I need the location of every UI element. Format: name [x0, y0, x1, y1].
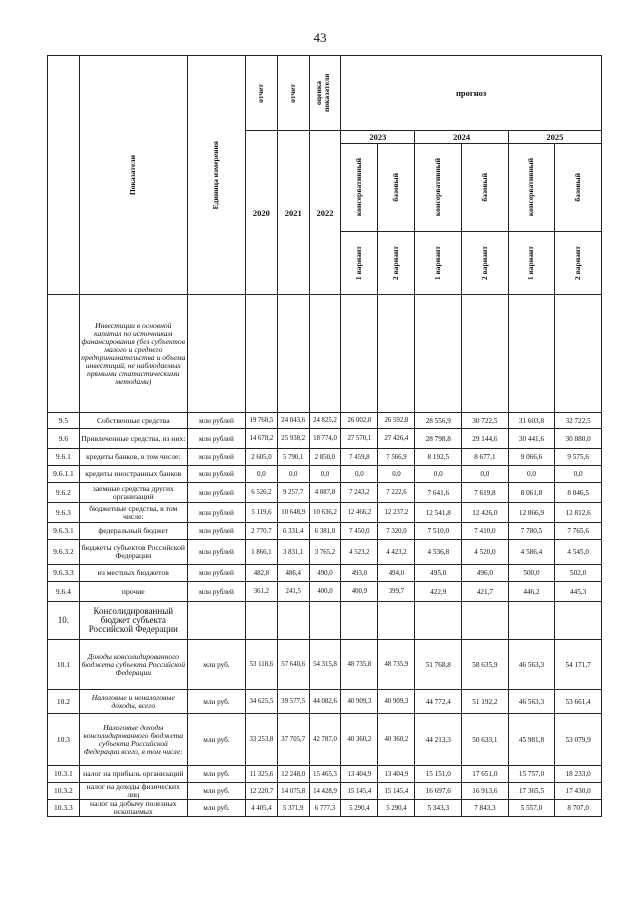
row-value: 48 735,9: [378, 640, 415, 690]
row-value: 500,0: [508, 565, 555, 582]
row-value: 29 144,6: [462, 429, 509, 449]
row-value: 12 426,0: [462, 503, 509, 523]
row-value: 10 648,9: [277, 503, 309, 523]
header-conservative-2023: консервативный: [354, 158, 364, 217]
header-variant1-2025: 1 вариант: [526, 245, 536, 281]
row-code: 10.3: [48, 714, 80, 766]
row-value: 7 222,6: [378, 483, 415, 503]
row-value: 0,0: [309, 466, 341, 483]
row-label: Собственные средства: [79, 413, 187, 429]
row-value: 14 075,8: [277, 783, 309, 800]
header-year-2022: 2022: [309, 131, 341, 295]
row-value: 37 705,7: [277, 714, 309, 766]
table-row: [48, 640, 602, 690]
row-value: 17 365,5: [508, 783, 555, 800]
header-variant1-2024-cell: [415, 232, 462, 295]
row-value: 495,0: [415, 565, 462, 582]
row-value: 7 459,8: [341, 449, 378, 466]
row-value: 2 605,0: [246, 449, 278, 466]
row-value: 7 450,0: [341, 523, 378, 540]
row-value: [246, 602, 278, 640]
header-year-2021: 2021: [277, 131, 309, 295]
row-unit: [187, 602, 245, 640]
row-value: 0,0: [277, 466, 309, 483]
row-value: 7 843,3: [462, 800, 509, 817]
header-conservative-2023-cell: [341, 144, 378, 232]
row-label: Доходы консолидированного бюджета субъекта Российской Федерации: [79, 640, 187, 690]
table-row: [48, 483, 602, 503]
row-value: [555, 602, 602, 640]
header-variant2-2023: 2 вариант: [391, 245, 401, 281]
row-value: 12 237,2: [378, 503, 415, 523]
row-value: 28 556,9: [415, 413, 462, 429]
intro-code-cell: [48, 295, 80, 413]
row-value: 5 371,9: [277, 800, 309, 817]
row-value: 26 002,8: [341, 413, 378, 429]
row-value: 400,9: [341, 582, 378, 602]
header-variant1-2025-cell: [508, 232, 555, 295]
row-value: 40 909,3: [378, 690, 415, 714]
row-value: 46 563,3: [508, 690, 555, 714]
row-value: 2 770,7: [246, 523, 278, 540]
row-value: 0,0: [555, 466, 602, 483]
row-label: бюджеты субъектов Российской Федерации: [79, 540, 187, 565]
row-unit: млн рублей: [187, 466, 245, 483]
row-value: 8 192,5: [415, 449, 462, 466]
header-unit: Единица измерения: [211, 140, 221, 210]
row-value: 241,5: [277, 582, 309, 602]
row-unit: млн рублей: [187, 429, 245, 449]
row-value: 54 315,8: [309, 640, 341, 690]
row-value: 4 536,8: [415, 540, 462, 565]
row-value: 8 046,5: [555, 483, 602, 503]
row-value: 25 938,2: [277, 429, 309, 449]
row-code: 9.6.1: [48, 449, 80, 466]
row-code: 9.6.3: [48, 503, 80, 523]
header-base-2024-cell: [462, 144, 509, 232]
header-variant2-2023-cell: [378, 232, 415, 295]
row-value: 12 812,6: [555, 503, 602, 523]
header-base-2023-cell: [378, 144, 415, 232]
row-value: 53 661,4: [555, 690, 602, 714]
row-value: 30 880,0: [555, 429, 602, 449]
header-report-2020-cell: [246, 56, 278, 131]
row-code: 10.1: [48, 640, 80, 690]
header-conservative-2025-cell: [508, 144, 555, 232]
table-row: [48, 690, 602, 714]
row-unit: млн руб.: [187, 714, 245, 766]
row-label: Налоговые доходы консолидированного бюджета субъекта Российской Федерации всего, в том числе:: [79, 714, 187, 766]
row-value: 493,0: [341, 565, 378, 582]
row-value: 13 404,9: [341, 766, 378, 783]
page-number: 43: [313, 30, 327, 45]
row-value: 4 405,4: [246, 800, 278, 817]
row-value: 12 220,7: [246, 783, 278, 800]
table-row: [48, 766, 602, 783]
row-value: 5 290,4: [341, 800, 378, 817]
row-value: 502,0: [555, 565, 602, 582]
row-value: 7 619,8: [462, 483, 509, 503]
header-year-2024: 2024: [415, 131, 508, 144]
row-value: 30 441,6: [508, 429, 555, 449]
row-label: Привлеченные средства, из них:: [79, 429, 187, 449]
row-value: 57 640,6: [277, 640, 309, 690]
row-code: 9.6.4: [48, 582, 80, 602]
row-value: 10 636,2: [309, 503, 341, 523]
row-label: прочие: [79, 582, 187, 602]
row-code: 10.2: [48, 690, 80, 714]
row-value: 7 641,6: [415, 483, 462, 503]
row-value: 6 331,4: [277, 523, 309, 540]
row-value: [378, 602, 415, 640]
row-value: 6 777,3: [309, 800, 341, 817]
row-value: 4 423,2: [378, 540, 415, 565]
row-code: 10.3.1: [48, 766, 80, 783]
row-label: налог на добычу полезных ископаемых: [79, 800, 187, 817]
row-value: 7 243,2: [341, 483, 378, 503]
row-value: 0,0: [341, 466, 378, 483]
intro-empty-cell: [555, 295, 602, 413]
header-indicators-cell: [79, 56, 187, 295]
intro-empty-cell: [462, 295, 509, 413]
row-value: 0,0: [462, 466, 509, 483]
row-label: кредиты банков, в том числе:: [79, 449, 187, 466]
row-value: 54 171,7: [555, 640, 602, 690]
row-value: 48 735,8: [341, 640, 378, 690]
row-value: 45 981,8: [508, 714, 555, 766]
row-code: 9.5: [48, 413, 80, 429]
row-value: [462, 602, 509, 640]
row-value: 486,4: [277, 565, 309, 582]
table-row: [48, 466, 602, 483]
row-value: 12 248,0: [277, 766, 309, 783]
row-label: Консолидированный бюджет субъекта Российской Федерации: [79, 602, 187, 640]
header-variant2-2024: 2 вариант: [479, 245, 489, 281]
table-row: [48, 582, 602, 602]
row-value: 51 192,2: [462, 690, 509, 714]
row-code: 10.3.3: [48, 800, 80, 817]
row-value: 27 426,4: [378, 429, 415, 449]
row-value: 9 257,7: [277, 483, 309, 503]
row-value: 7 566,9: [378, 449, 415, 466]
row-label: федеральный бюджет: [79, 523, 187, 540]
intro-empty-cell: [341, 295, 378, 413]
row-value: 494,0: [378, 565, 415, 582]
row-value: 16 697,6: [415, 783, 462, 800]
row-unit: млн рублей: [187, 582, 245, 602]
row-value: 14 428,9: [309, 783, 341, 800]
row-unit: млн рублей: [187, 503, 245, 523]
row-value: 1 866,1: [246, 540, 278, 565]
row-unit: млн руб.: [187, 766, 245, 783]
row-value: 11 325,6: [246, 766, 278, 783]
row-value: 5 119,6: [246, 503, 278, 523]
row-label: налог на прибыль организаций: [79, 766, 187, 783]
header-indicators: Показатели: [128, 154, 138, 196]
table-row: [48, 565, 602, 582]
intro-empty-cell: [246, 295, 278, 413]
row-value: 421,7: [462, 582, 509, 602]
header-year-2020: 2020: [246, 131, 278, 295]
row-value: 39 577,5: [277, 690, 309, 714]
row-unit: млн рублей: [187, 523, 245, 540]
row-code: 9.6: [48, 429, 80, 449]
row-label: заемные средства других организаций: [79, 483, 187, 503]
row-value: 13 404,9: [378, 766, 415, 783]
row-value: 34 625,5: [246, 690, 278, 714]
row-value: [341, 602, 378, 640]
row-value: 50 633,1: [462, 714, 509, 766]
row-value: 18 233,0: [555, 766, 602, 783]
row-value: 3 765,2: [309, 540, 341, 565]
row-value: 51 768,8: [415, 640, 462, 690]
header-unit-cell: [187, 56, 245, 295]
header-conservative-2024: консервативный: [433, 158, 443, 217]
row-value: [277, 602, 309, 640]
row-value: 33 253,8: [246, 714, 278, 766]
row-value: 400,0: [309, 582, 341, 602]
table-row: [48, 800, 602, 817]
row-unit: млн рублей: [187, 413, 245, 429]
row-value: 16 913,6: [462, 783, 509, 800]
table-row: [48, 602, 602, 640]
header-base-2024: базовый: [479, 173, 489, 202]
row-unit: млн руб.: [187, 690, 245, 714]
header-report-2020: отчет: [256, 83, 266, 103]
row-value: 17 430,0: [555, 783, 602, 800]
header-report-2021-cell: [277, 56, 309, 131]
row-value: 5 557,0: [508, 800, 555, 817]
table-row: [48, 714, 602, 766]
row-value: 422,9: [415, 582, 462, 602]
row-code: 9.6.2: [48, 483, 80, 503]
row-value: 6 526,2: [246, 483, 278, 503]
header-estimate-cell: [309, 56, 341, 131]
row-value: 58 635,9: [462, 640, 509, 690]
forecast-table: [47, 55, 602, 817]
row-value: 9 575,6: [555, 449, 602, 466]
table-row: [48, 413, 602, 429]
header-year-2023: 2023: [341, 131, 415, 144]
row-unit: млн руб.: [187, 783, 245, 800]
row-value: [415, 602, 462, 640]
row-value: 31 603,8: [508, 413, 555, 429]
row-value: 44 213,3: [415, 714, 462, 766]
header-code-cell: [48, 56, 80, 295]
header-report-2021: отчет: [288, 83, 298, 103]
header-variant2-2024-cell: [462, 232, 509, 295]
row-value: 5 290,4: [378, 800, 415, 817]
row-code: 9.6.3.1: [48, 523, 80, 540]
row-unit: млн руб.: [187, 640, 245, 690]
row-value: 19 768,5: [246, 413, 278, 429]
row-value: 12 541,8: [415, 503, 462, 523]
header-variant1-2023: 1 вариант: [354, 245, 364, 281]
intro-empty-cell: [508, 295, 555, 413]
row-value: 7 410,0: [462, 523, 509, 540]
row-value: 6 381,0: [309, 523, 341, 540]
row-value: 46 563,3: [508, 640, 555, 690]
row-value: 24 843,6: [277, 413, 309, 429]
row-value: 0,0: [508, 466, 555, 483]
row-code: 10.: [48, 602, 80, 640]
table-row: [48, 429, 602, 449]
header-base-2025-cell: [555, 144, 602, 232]
row-value: 446,2: [508, 582, 555, 602]
header-year-2025: 2025: [508, 131, 601, 144]
row-value: 4 520,0: [462, 540, 509, 565]
row-value: 53 118,6: [246, 640, 278, 690]
row-value: 7 780,5: [508, 523, 555, 540]
row-code: 9.6.1.1: [48, 466, 80, 483]
row-unit: млн рублей: [187, 483, 245, 503]
row-value: 26 592,8: [378, 413, 415, 429]
row-value: 32 722,5: [555, 413, 602, 429]
row-unit: млн руб.: [187, 800, 245, 817]
row-value: 3 831,1: [277, 540, 309, 565]
row-code: 9.6.3.2: [48, 540, 80, 565]
row-value: 40 909,3: [341, 690, 378, 714]
intro-row: [48, 295, 602, 413]
header-variant1-2023-cell: [341, 232, 378, 295]
row-value: 0,0: [415, 466, 462, 483]
row-value: 399,7: [378, 582, 415, 602]
row-value: 30 722,5: [462, 413, 509, 429]
header-estimate: оценка показателя: [313, 73, 331, 113]
row-value: 4 586,4: [508, 540, 555, 565]
row-value: 15 151,0: [415, 766, 462, 783]
table-row: [48, 783, 602, 800]
table-row: [48, 449, 602, 466]
row-value: 8 061,8: [508, 483, 555, 503]
row-value: 8 677,1: [462, 449, 509, 466]
row-value: 0,0: [246, 466, 278, 483]
row-code: 10.3.2: [48, 783, 80, 800]
row-value: 482,8: [246, 565, 278, 582]
intro-empty-cell: [309, 295, 341, 413]
row-value: 490,0: [309, 565, 341, 582]
row-value: 7 510,0: [415, 523, 462, 540]
row-value: 18 774,0: [309, 429, 341, 449]
row-value: 40 360,2: [341, 714, 378, 766]
row-value: 12 466,2: [341, 503, 378, 523]
intro-empty-cell: [415, 295, 462, 413]
row-value: 15 145,4: [341, 783, 378, 800]
row-value: 7 765,6: [555, 523, 602, 540]
row-value: 17 651,0: [462, 766, 509, 783]
row-value: 15 757,0: [508, 766, 555, 783]
header-conservative-2025: консервативный: [526, 158, 536, 217]
row-label: бюджетные средства, в том числе:: [79, 503, 187, 523]
row-value: [508, 602, 555, 640]
header-variant2-2025-cell: [555, 232, 602, 295]
row-value: 8 707,0: [555, 800, 602, 817]
row-value: 40 360,2: [378, 714, 415, 766]
row-value: 4 523,2: [341, 540, 378, 565]
row-value: 4 545,0: [555, 540, 602, 565]
row-unit: млн рублей: [187, 540, 245, 565]
row-value: 42 787,0: [309, 714, 341, 766]
row-code: 9.6.3.3: [48, 565, 80, 582]
header-forecast: прогноз: [341, 56, 602, 131]
intro-empty-cell: [187, 295, 245, 413]
table-body: [48, 295, 602, 817]
row-value: 44 082,6: [309, 690, 341, 714]
row-value: 9 066,6: [508, 449, 555, 466]
row-value: [309, 602, 341, 640]
row-value: 5 790,1: [277, 449, 309, 466]
row-label: налог на доходы физических лиц: [79, 783, 187, 800]
row-label: Налоговые и неналоговые доходы, всего: [79, 690, 187, 714]
row-value: 15 465,3: [309, 766, 341, 783]
row-unit: млн рублей: [187, 565, 245, 582]
row-value: 28 798,8: [415, 429, 462, 449]
header-variant1-2024: 1 вариант: [433, 245, 443, 281]
row-value: 361,2: [246, 582, 278, 602]
row-value: 44 772,4: [415, 690, 462, 714]
table-row: [48, 540, 602, 565]
row-label: из местных бюджетов: [79, 565, 187, 582]
row-value: 24 825,2: [309, 413, 341, 429]
header-base-2023: базовый: [391, 173, 401, 202]
row-value: 53 079,9: [555, 714, 602, 766]
row-value: 4 887,8: [309, 483, 341, 503]
intro-text: Инвестиции в основной капитал по источникам финансирования (без субъектов малого и среднего предпринимательства и объема инвестиций, не наблюдаемых прямыми статистическими методами): [79, 295, 187, 413]
row-value: 2 850,0: [309, 449, 341, 466]
row-value: 5 343,3: [415, 800, 462, 817]
row-value: 12 866,9: [508, 503, 555, 523]
intro-empty-cell: [277, 295, 309, 413]
row-value: 496,0: [462, 565, 509, 582]
header-conservative-2024-cell: [415, 144, 462, 232]
header-variant2-2025: 2 вариант: [573, 245, 583, 281]
header-base-2025: базовый: [573, 173, 583, 202]
row-value: 0,0: [378, 466, 415, 483]
table-row: [48, 503, 602, 523]
row-value: 445,3: [555, 582, 602, 602]
intro-empty-cell: [378, 295, 415, 413]
row-value: 7 320,0: [378, 523, 415, 540]
row-value: 27 570,1: [341, 429, 378, 449]
row-value: 14 678,2: [246, 429, 278, 449]
row-unit: млн рублей: [187, 449, 245, 466]
table-row: [48, 523, 602, 540]
row-value: 15 145,4: [378, 783, 415, 800]
row-label: кредиты иностранных банков: [79, 466, 187, 483]
